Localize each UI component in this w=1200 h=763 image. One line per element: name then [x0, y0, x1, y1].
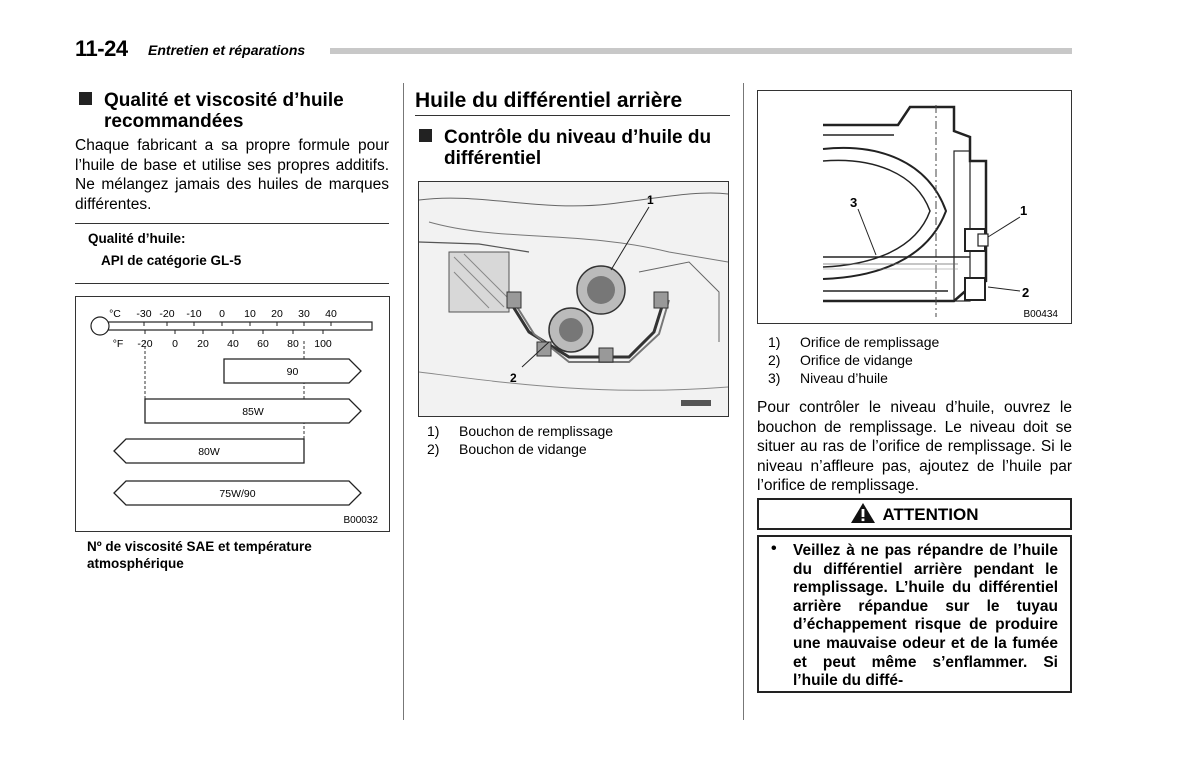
page-number: 11-24: [75, 36, 128, 61]
header-rule: [330, 48, 1072, 54]
viscosity-grade-label: 80W: [198, 446, 220, 458]
fahrenheit-tick-label: 60: [257, 338, 269, 350]
chart-caption: Nº de viscosité SAE et température atmosphérique: [87, 539, 312, 571]
divider: [75, 223, 389, 224]
celsius-tick-label: -30: [136, 308, 152, 320]
level-diagram: [757, 90, 1072, 324]
callout-2: 2: [510, 371, 517, 385]
quality-label: Qualité d’huile:: [88, 231, 186, 246]
celsius-tick-label: -10: [186, 308, 202, 320]
callout-1: 1: [1020, 203, 1028, 218]
fahrenheit-tick-label: °F: [112, 338, 124, 350]
fahrenheit-tick-label: 20: [197, 338, 209, 350]
differential-drawing: [419, 182, 728, 416]
viscosity-grade-label: 85W: [242, 406, 264, 418]
chart-code: B00032: [343, 515, 378, 526]
subsection-heading-oil-check: Contrôle du niveau d’huile du différentiel: [419, 127, 734, 169]
viscosity-grade-label: 75W/90: [219, 488, 256, 500]
square-bullet-icon: [79, 92, 92, 105]
drain-hole: [965, 278, 985, 300]
celsius-tick-label: 40: [325, 308, 337, 320]
square-bullet-icon: [419, 129, 432, 142]
warning-box: • Veillez à ne pas répandre de l’huile du différentiel arrière pendant le remplissage. L’huile du différentiel arrière répandue sur le tuyau d’échappement risque de produire une mauvaise odeur et de la fumée et peut même s’enflammer. Si l’huile du diffé-: [757, 535, 1072, 693]
legend-item: 1) Bouchon de remplissage: [427, 423, 614, 439]
thermometer-bulb: [91, 317, 109, 335]
column-divider: [403, 83, 404, 720]
quality-value: API de catégorie GL-5: [101, 253, 242, 268]
section-heading-oil-quality: Qualité et viscosité d’huile recommandées: [79, 90, 394, 132]
attention-banner: ATTENTION: [757, 498, 1072, 530]
warning-triangle-icon: [850, 502, 876, 524]
celsius-tick-label: 0: [219, 308, 225, 320]
celsius-tick-label: 30: [298, 308, 310, 320]
viscosity-chart: [75, 296, 390, 532]
fahrenheit-tick-label: 40: [227, 338, 239, 350]
level-diagram-svg: [758, 91, 1071, 323]
divider: [415, 115, 730, 116]
divider: [75, 283, 389, 284]
bullet-icon: •: [771, 540, 777, 557]
legend-item: 2) Bouchon de vidange: [427, 441, 587, 457]
legend-item: 1) Orifice de remplissage: [768, 334, 940, 350]
diagram-legend: [768, 333, 939, 387]
oil-paragraph: Chaque fabricant a sa propre formule pour l’huile de base et utilise ses propres additifs. Ne mélangez jamais des huiles de marques différentes.: [75, 137, 389, 213]
celsius-tick-label: 10: [244, 308, 256, 320]
differential-photo: [418, 181, 729, 417]
fahrenheit-tick-label: -20: [137, 338, 153, 350]
column-divider: [743, 83, 744, 720]
figure-code: B00434: [1023, 309, 1058, 320]
fahrenheit-tick-label: 80: [287, 338, 299, 350]
celsius-tick-label: -20: [159, 308, 175, 320]
viscosity-chart-svg: [76, 297, 389, 531]
celsius-tick-label: 20: [271, 308, 283, 320]
celsius-tick-label: °C: [109, 308, 121, 320]
check-paragraph: Pour contrôler le niveau d’huile, ouvrez le bouchon de remplissage. Le niveau doit se situer au ras de l’orifice de remplissage. Si le niveau n’affleure pas, ajoutez de l’huile par l’orifice de remplissage.: [757, 399, 1072, 494]
section-title-differential: Huile du différentiel arrière: [415, 89, 683, 112]
photo-legend: [427, 422, 613, 458]
callout-2: 2: [1022, 285, 1030, 300]
chapter-title: Entretien et réparations: [148, 42, 306, 58]
viscosity-grade-label: 90: [286, 366, 299, 378]
callout-1: 1: [647, 193, 654, 207]
legend-item: 2) Orifice de vidange: [768, 352, 913, 368]
legend-item: 3) Niveau d’huile: [768, 370, 888, 386]
fahrenheit-tick-label: 100: [314, 338, 332, 350]
callout-3: 3: [850, 195, 858, 210]
fahrenheit-tick-label: 0: [172, 338, 178, 350]
